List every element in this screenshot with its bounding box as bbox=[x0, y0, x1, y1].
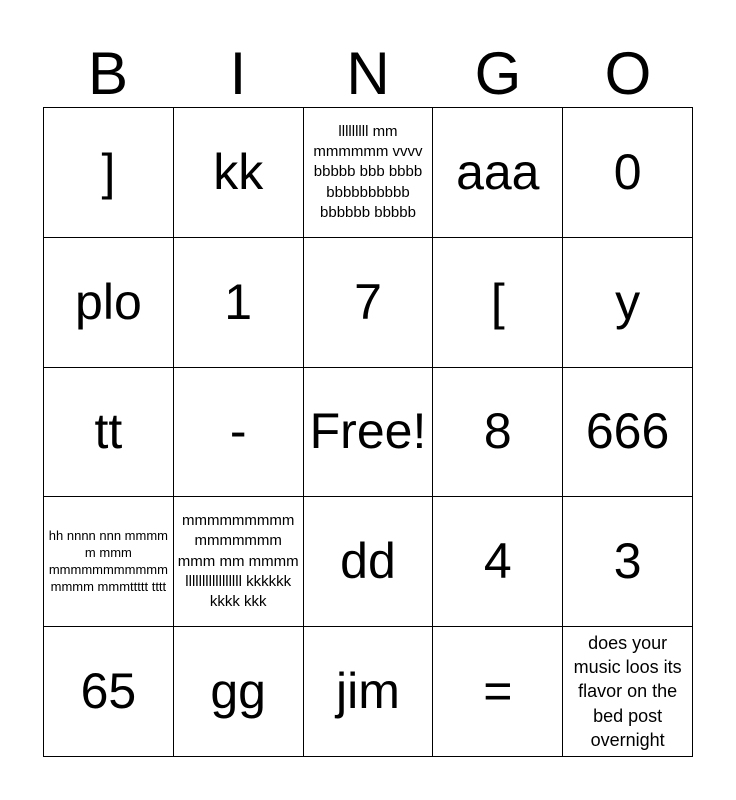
bingo-cell-free: Free! bbox=[304, 368, 434, 498]
bingo-cell: [ bbox=[433, 238, 563, 368]
bingo-cell: 7 bbox=[304, 238, 434, 368]
bingo-cell: dd bbox=[304, 497, 434, 627]
bingo-cell: y bbox=[563, 238, 693, 368]
bingo-cell: 4 bbox=[433, 497, 563, 627]
header-letter-g: G bbox=[474, 40, 522, 107]
bingo-cell: gg bbox=[174, 627, 304, 757]
header-letter-o: O bbox=[604, 40, 652, 107]
bingo-cell: aaa bbox=[433, 108, 563, 238]
bingo-cell: ] bbox=[44, 108, 174, 238]
bingo-cell: mmmmmmmmm mmmmmmm mmm mm mmmm lllllllllllllllll kkkkkk kkkk kkk bbox=[174, 497, 304, 627]
bingo-cell: 1 bbox=[174, 238, 304, 368]
header-letter-b: B bbox=[87, 40, 129, 107]
bingo-cell: - bbox=[174, 368, 304, 498]
bingo-cell: 3 bbox=[563, 497, 693, 627]
bingo-cell: plo bbox=[44, 238, 174, 368]
bingo-cell: tt bbox=[44, 368, 174, 498]
bingo-cell: 666 bbox=[563, 368, 693, 498]
bingo-header bbox=[43, 40, 693, 108]
bingo-cell: hh nnnn nnn mmmm m mmm mmmmmmmmmmm mmmm mmmttttt tttt bbox=[44, 497, 174, 627]
bingo-card-grid bbox=[43, 107, 693, 757]
bingo-cell: 65 bbox=[44, 627, 174, 757]
bingo-cell: does your music loos its flavor on the bed post overnight bbox=[563, 627, 693, 757]
bingo-cell: 8 bbox=[433, 368, 563, 498]
header-letter-n: N bbox=[346, 40, 390, 107]
header-letter-i: I bbox=[229, 40, 247, 107]
bingo-cell: = bbox=[433, 627, 563, 757]
bingo-cell: kk bbox=[174, 108, 304, 238]
bingo-cell: 0 bbox=[563, 108, 693, 238]
bingo-cell: lllllllll mm mmmmmm vvvv bbbbb bbb bbbb bbbbbbbbbb bbbbbb bbbbb bbox=[304, 108, 434, 238]
bingo-cell: jim bbox=[304, 627, 434, 757]
